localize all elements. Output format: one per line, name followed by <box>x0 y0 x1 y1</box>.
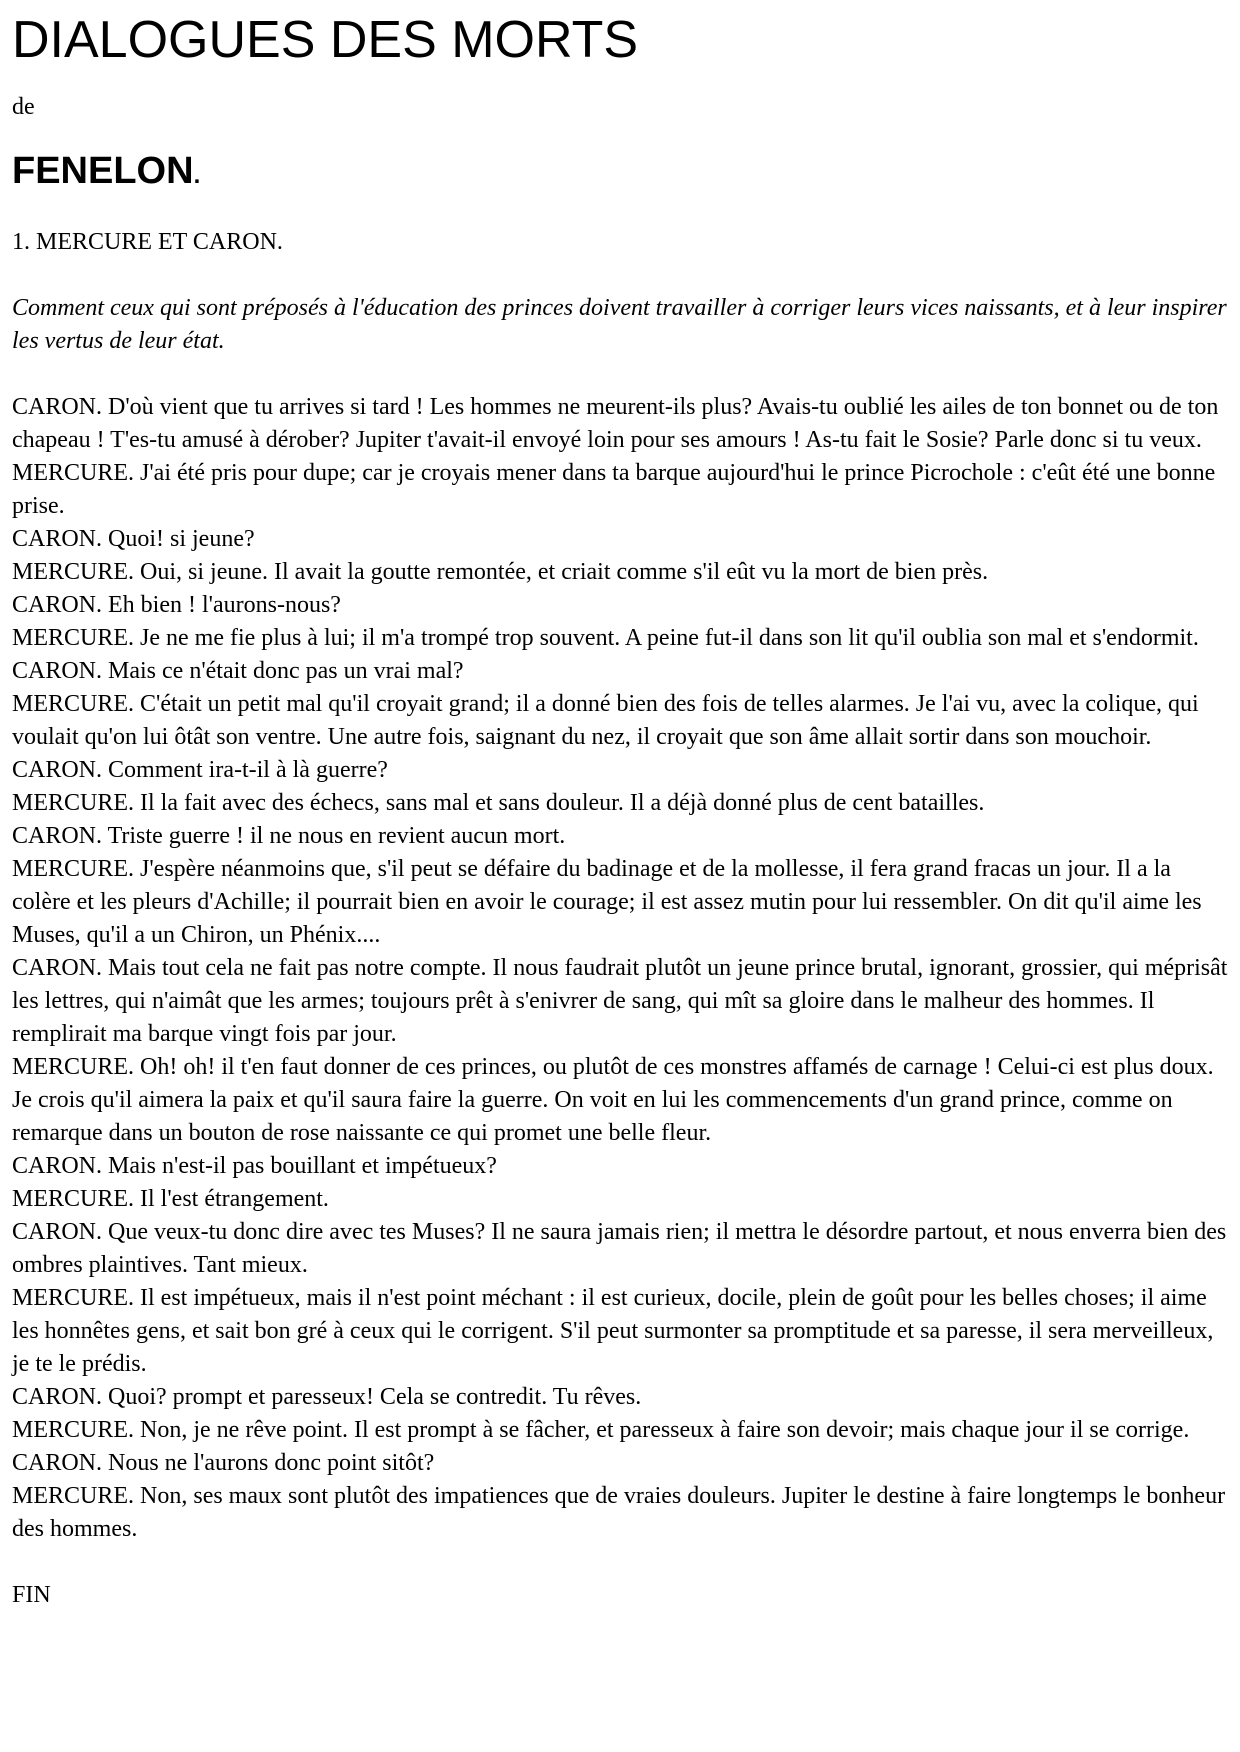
speech-line: MERCURE. J'ai été pris pour dupe; car je croyais mener dans ta barque aujourd'hui le prince Picrochole : c'eût été une bonne prise. <box>12 460 1216 519</box>
byline: de <box>12 94 35 120</box>
speech-line: CARON. Mais tout cela ne fait pas notre compte. Il nous faudrait plutôt un jeune prince brutal, ignorant, grossier, qui méprisât les lettres, qui n'aimât que les armes; toujours prêt à s'enivrer de sang, qui mît sa gloire dans le malheur des hommes. Il remplirait ma barque vingt fois par jour. <box>12 955 1228 1047</box>
speech-line: CARON. Que veux-tu donc dire avec tes Muses? Il ne saura jamais rien; il mettra le désordre partout, et nous enverra bien des ombres plaintives. Tant mieux. <box>12 1219 1227 1278</box>
speech-line: MERCURE. C'était un petit mal qu'il croyait grand; il a donné bien des fois de telles alarmes. Je l'ai vu, avec la colique, qui voulait qu'on lui ôtât son ventre. Une autre fois, saignant du nez, il croyait que son âme allait sortir dans son mouchoir. <box>12 691 1199 750</box>
speech-line: MERCURE. Il est impétueux, mais il n'est point méchant : il est curieux, docile, plein de goût pour les belles choses; il aime les honnêtes gens, et sait bon gré à ceux qui le corrigent. S'il peut surmonter sa promptitude et sa paresse, il sera merveilleux, je te le prédis. <box>12 1285 1214 1377</box>
speech-line: CARON. Triste guerre ! il ne nous en revient aucun mort. <box>12 823 566 849</box>
speech-line: MERCURE. Je ne me fie plus à lui; il m'a trompé trop souvent. A peine fut-il dans son lit qu'il oublia son mal et s'endormit. <box>12 625 1199 651</box>
speech-line: MERCURE. Il l'est étrangement. <box>12 1186 329 1212</box>
speech-line: MERCURE. Non, je ne rêve point. Il est prompt à se fâcher, et paresseux à faire son devoir; mais chaque jour il se corrige. <box>12 1417 1190 1443</box>
speech-line: CARON. Quoi! si jeune? <box>12 526 255 552</box>
dialogue-heading: 1. MERCURE ET CARON. <box>12 229 283 255</box>
speech-line: MERCURE. Il la fait avec des échecs, sans mal et sans douleur. Il a déjà donné plus de cent batailles. <box>12 790 985 816</box>
speech-line: CARON. Eh bien ! l'aurons-nous? <box>12 592 341 618</box>
speech-line: CARON. Nous ne l'aurons donc point sitôt? <box>12 1450 435 1476</box>
author-name-text: FENELON <box>12 150 194 192</box>
document-page <box>12 0 1234 1612</box>
speech-line: CARON. Mais n'est-il pas bouillant et impétueux? <box>12 1153 497 1179</box>
speech-line: MERCURE. Non, ses maux sont plutôt des impatiences que de vraies douleurs. Jupiter le destine à faire longtemps le bonheur des hommes. <box>12 1483 1226 1542</box>
dialogue-summary: Comment ceux qui sont préposés à l'éducation des princes doivent travailler à corriger leurs vices naissants, et à leur inspirer les vertus de leur état. <box>12 295 1227 354</box>
speech-line: CARON. D'où vient que tu arrives si tard ! Les hommes ne meurent-ils plus? Avais-tu oublié les ailes de ton bonnet ou de ton chapeau ! T'es-tu amusé à dérober? Jupiter t'avait-il envoyé loin pour ses amours ! As-tu fait le Sosie? Parle donc si tu veux. <box>12 394 1219 453</box>
speech-line: MERCURE. Oui, si jeune. Il avait la goutte remontée, et criait comme s'il eût vu la mort de bien près. <box>12 559 989 585</box>
speech-line: MERCURE. J'espère néanmoins que, s'il peut se défaire du badinage et de la mollesse, il fera grand fracas un jour. Il a la colère et les pleurs d'Achille; il pourrait bien en avoir le courage; il est assez mutin pour lui ressembler. On dit qu'il aime les Muses, qu'il a un Chiron, un Phénix.... <box>12 856 1202 948</box>
speech-line: MERCURE. Oh! oh! il t'en faut donner de ces princes, ou plutôt de ces monstres affamés de carnage ! Celui-ci est plus doux. Je crois qu'il aimera la paix et qu'il saura faire la guerre. On voit en lui les commencements d'un grand prince, comme on remarque dans un bouton de rose naissante ce qui promet une belle fleur. <box>12 1054 1214 1146</box>
document-title: DIALOGUES DES MORTS <box>12 11 639 69</box>
author-name <box>12 150 1234 197</box>
speech-line: CARON. Quoi? prompt et paresseux! Cela se contredit. Tu rêves. <box>12 1384 642 1410</box>
end-mark: FIN <box>12 1582 51 1608</box>
speech-line: CARON. Comment ira-t-il à là guerre? <box>12 757 388 783</box>
dialogue-body <box>12 391 1234 1546</box>
speech-line: CARON. Mais ce n'était donc pas un vrai mal? <box>12 658 464 684</box>
author-name-period: . <box>193 162 201 189</box>
